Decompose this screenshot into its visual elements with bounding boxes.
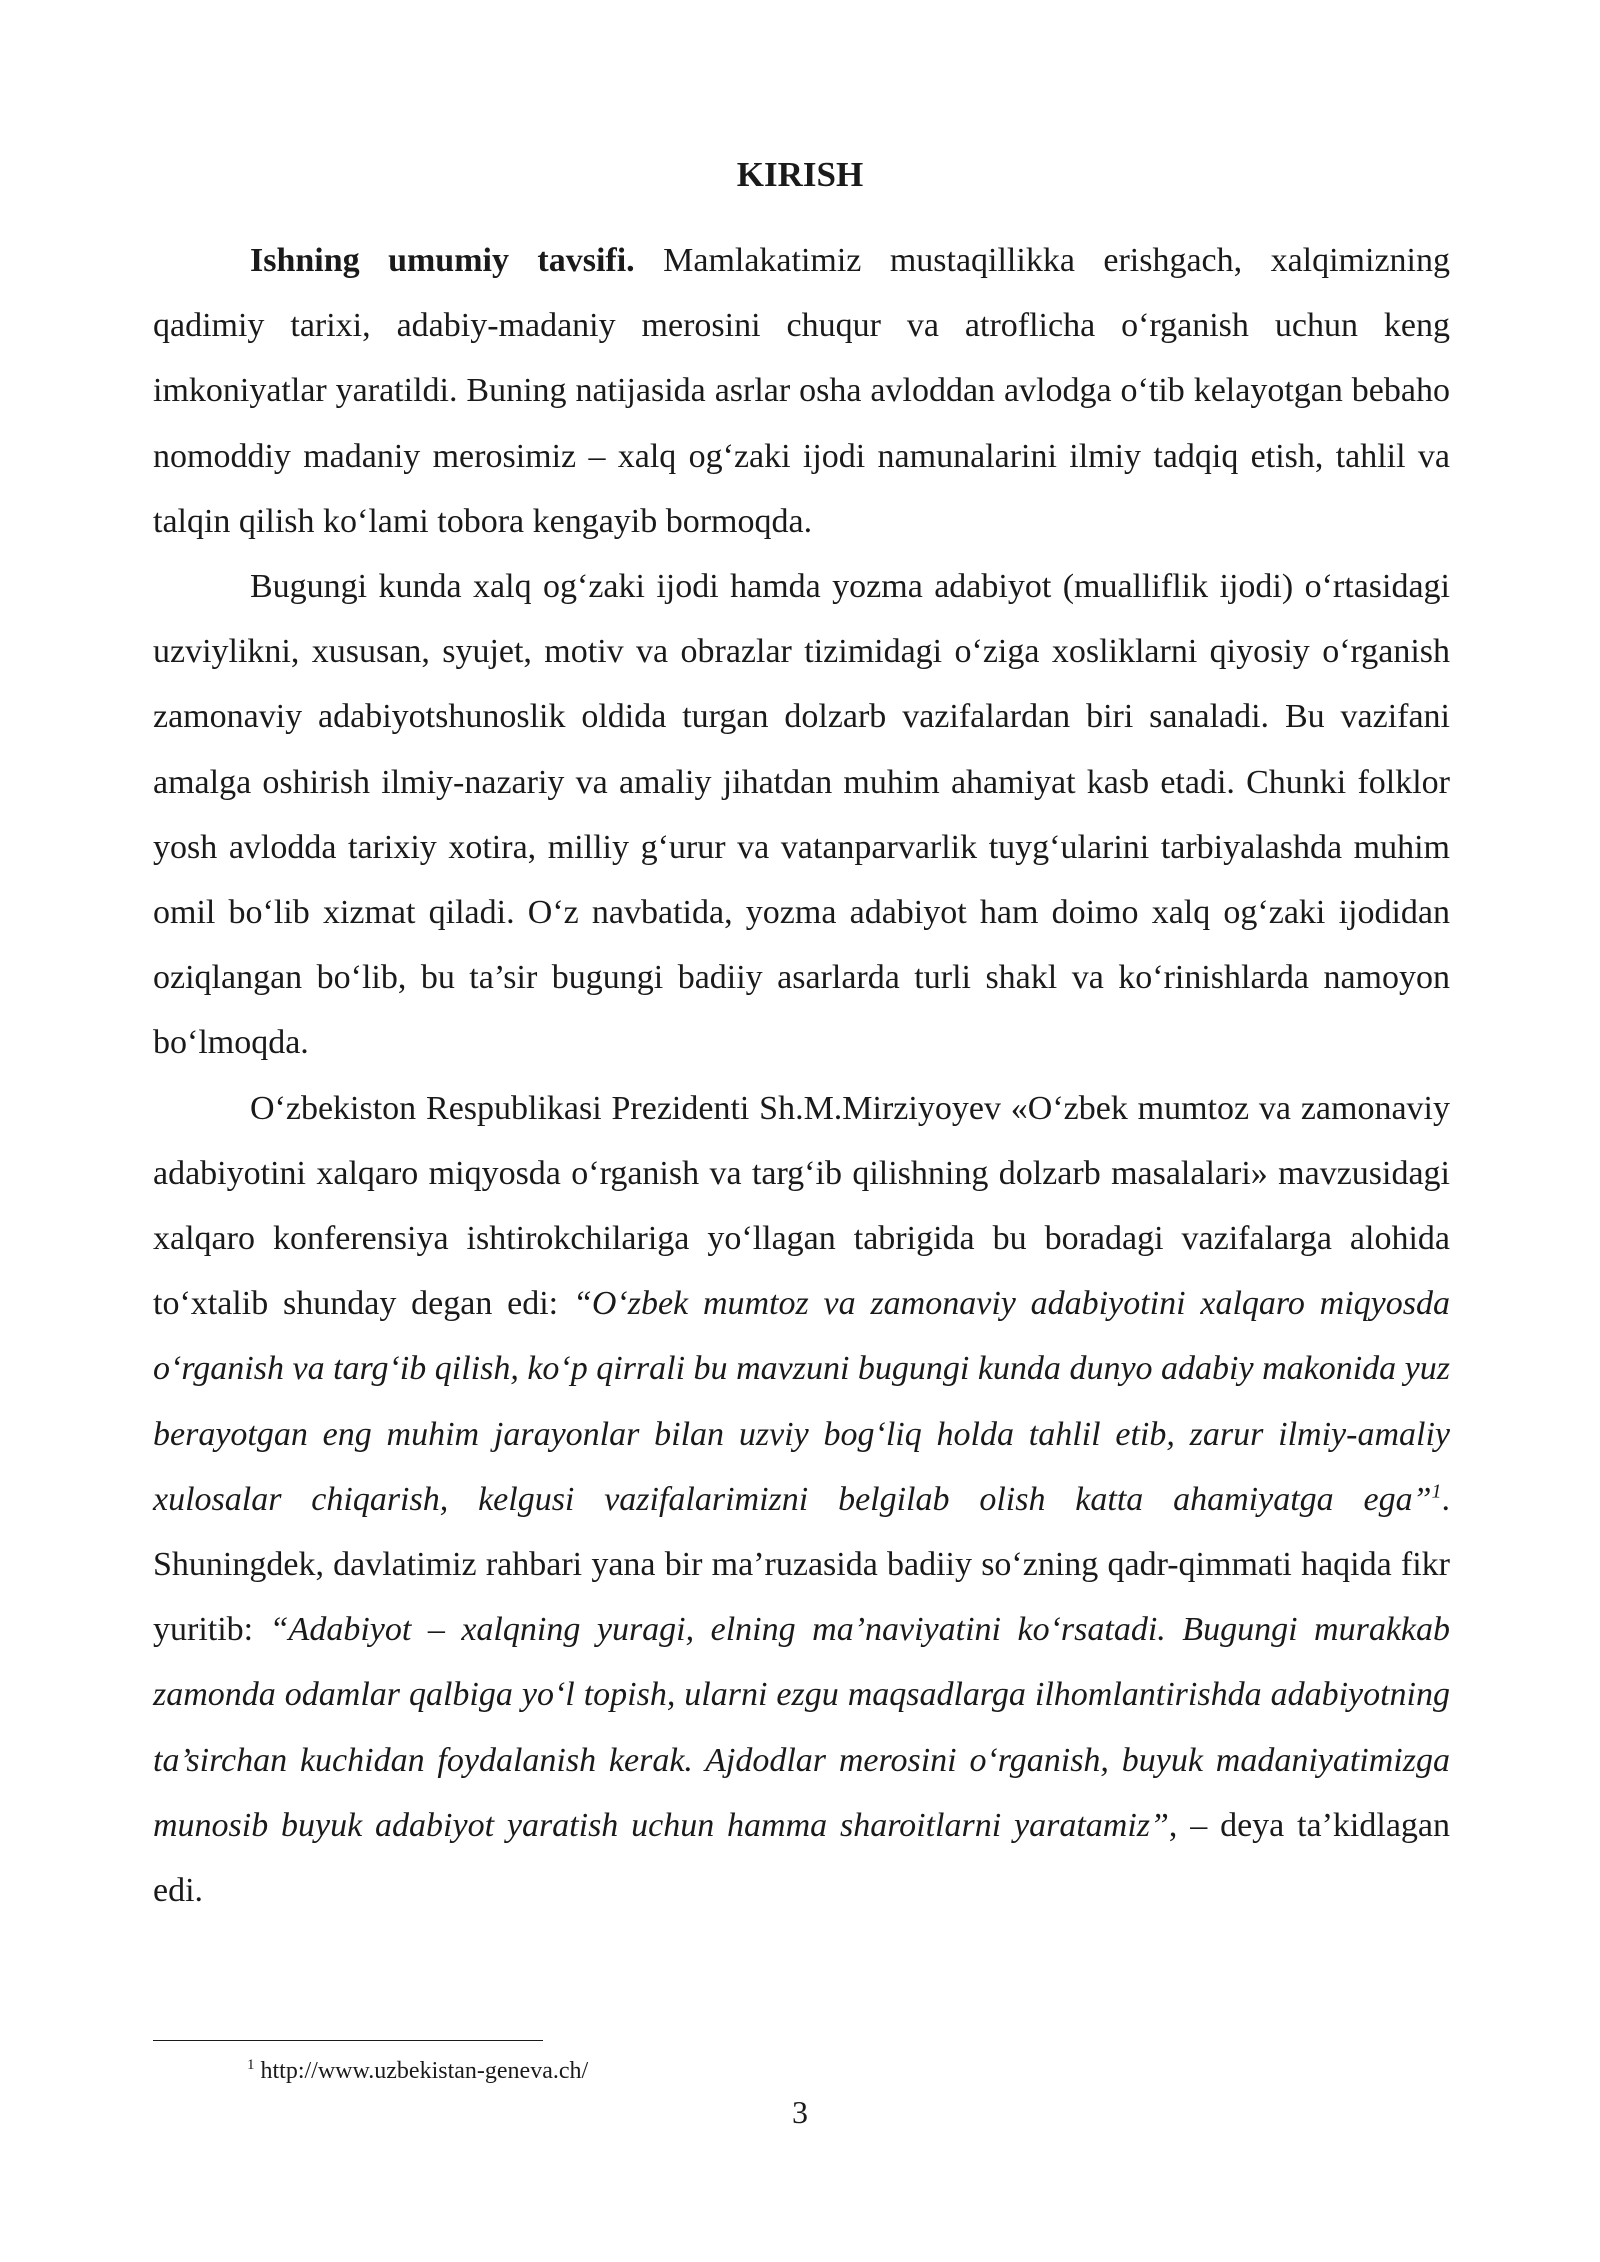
footnote	[247, 2055, 588, 2087]
footnote-separator	[153, 2040, 543, 2041]
footnote-link[interactable]: http://www.uzbekistan-geneva.ch/	[254, 2058, 589, 2084]
footnote-reference: 1	[1431, 1480, 1442, 1503]
paragraph-2: Bugungi kunda xalq og‘zaki ijodi hamda yozma adabiyot (mualliflik ijodi) o‘rtasidagi uzviylikni, xususan, syujet, motiv va obrazlar tizimidagi o‘ziga xosliklarni qiyosiy o‘rganish zamonaviy adabiyotshunoslik oldida turgan dolzarb vazifalardan biri sanaladi. Bu vazifani amalga oshirish ilmiy-nazariy va amaliy jihatdan muhim ahamiyat kasb etadi. Chunki folklor yosh avlodda tarixiy xotira, milliy g‘urur va vatanparvarlik tuyg‘ularini tarbiyalashda muhim omil bo‘lib xizmat qiladi. O‘z navbatida, yozma adabiyot ham doimo xalq og‘zaki ijodidan oziqlangan bo‘lib, bu ta’sir bugungi badiiy asarlarda turli shakl va ko‘rinishlarda namoyon bo‘lmoqda.	[153, 568, 1450, 1062]
paragraph-3-intro: O‘zbekiston Respublikasi Prezidenti Sh.M.Mirziyoyev «O‘zbek mumtoz va zamonaviy adabiyotini xalqaro miqyosda o‘rganish va targ‘ib qilishning dolzarb masalalari» mavzusidagi xalqaro konferensiya ishtirokchilariga yo‘llagan tabrigida bu boradagi vazifalarga alohida to‘xtalib shunday degan edi:	[153, 1089, 1450, 1323]
paragraph-3	[153, 1076, 1450, 1924]
president-quote-2: “Adabiyot – xalqning yuragi, elning ma’naviyatini ko‘rsatadi. Bugungi murakkab zamonda odamlar qalbiga yo‘l topish, ularni ezgu maqsadlarga ilhomlantirishda adabiyotning ta’sirchan kuchidan foydalanish kerak. Ajdodlar merosini o‘rganish, buyuk madaniyatimizga munosib buyuk adabiyot yaratish uchun hamma sharoitlarni yaratamiz”	[153, 1611, 1450, 1844]
paragraph-1	[153, 228, 1450, 554]
page-number: 3	[792, 2094, 808, 2130]
paragraph-3-middle: . Shuningdek, davlatimiz rahbari yana bir ma’ruzasida badiiy so‘zning qadr-qimmati haqida fikr yuritib:	[153, 1480, 1450, 1649]
footnote-number: 1	[247, 2057, 255, 2073]
page-title: KIRISH	[736, 155, 864, 194]
body-text	[153, 228, 1450, 1923]
president-quote-1: “O‘zbek mumtoz va zamonaviy adabiyotini xalqaro miqyosda o‘rganish va targ‘ib qilish, ko‘p qirrali bu mavzuni bugungi kunda dunyo adabiy makonida yuz berayotgan eng muhim jarayonlar bilan uzviy bog‘liq holda tahlil etib, zarur ilmiy-amaliy xulosalar chiqarish, kelgusi vazifalarimizni belgilab olish katta ahamiyatga ega”	[153, 1285, 1450, 1518]
section-lead: Ishning umumiy tavsifi.	[250, 242, 635, 279]
paragraph-1-text: Mamlakatimiz mustaqillikka erishgach, xalqimizning qadimiy tarixi, adabiy-madaniy merosini chuqur va atroflicha o‘rganish uchun keng imkoniyatlar yaratildi. Buning natijasida asrlar osha avloddan avlodga o‘tib kelayotgan bebaho nomoddiy madaniy merosimiz – xalq og‘zaki ijodi namunalarini ilmiy tadqiq etish, tahlil va talqin qilish ko‘lami tobora kengayib bormoqda.	[153, 242, 1450, 540]
paragraph-3-ending: , – deya ta’kidlagan edi.	[153, 1806, 1450, 1910]
